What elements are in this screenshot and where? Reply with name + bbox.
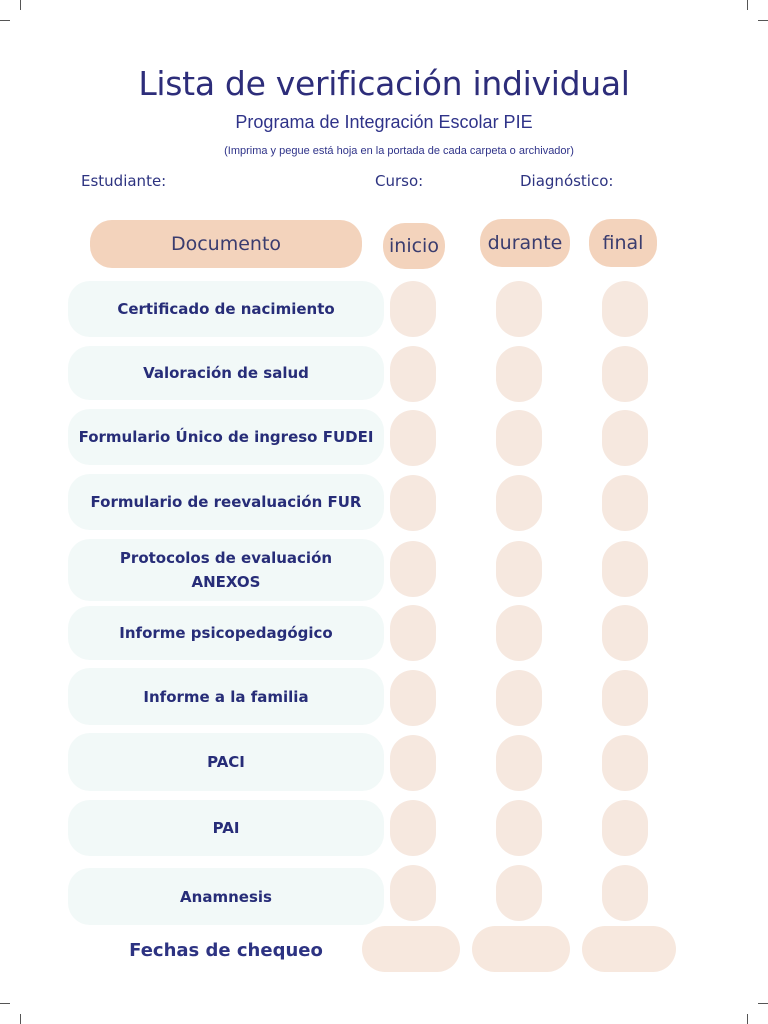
- document-row: [68, 346, 384, 400]
- date-field-during[interactable]: [472, 926, 570, 972]
- check-box-start[interactable]: [390, 346, 436, 402]
- document-label: Informe psicopedagógico: [119, 624, 333, 642]
- course-label: Curso:: [375, 172, 424, 190]
- document-label: PAI: [212, 819, 240, 837]
- check-box-end[interactable]: [602, 281, 648, 337]
- crop-mark: [20, 1014, 21, 1024]
- check-box-start[interactable]: [390, 800, 436, 856]
- check-box-end[interactable]: [602, 670, 648, 726]
- check-box-end[interactable]: [602, 410, 648, 466]
- document-label: Valoración de salud: [143, 364, 309, 382]
- document-row: [68, 800, 384, 856]
- page-title: Lista de verificación individual: [138, 64, 630, 103]
- document-label: PACI: [207, 753, 245, 771]
- check-box-during[interactable]: [496, 281, 542, 337]
- check-box-during[interactable]: [496, 800, 542, 856]
- check-box-end[interactable]: [602, 605, 648, 661]
- check-box-start[interactable]: [390, 865, 436, 921]
- crop-mark: [747, 0, 748, 10]
- date-field-end[interactable]: [582, 926, 676, 972]
- check-box-end[interactable]: [602, 735, 648, 791]
- document-label: Informe a la familia: [143, 687, 309, 706]
- header-document: Documento: [90, 220, 362, 268]
- print-note: (Imprima y pegue está hoja en la portada de cada carpeta o archivador): [224, 145, 574, 157]
- document-row: [68, 668, 384, 725]
- check-box-start[interactable]: [390, 541, 436, 597]
- document-row: [68, 281, 384, 337]
- student-label: Estudiante:: [81, 172, 167, 190]
- check-box-start[interactable]: [390, 281, 436, 337]
- document-label: Formulario Único de ingreso FUDEI: [78, 428, 374, 446]
- check-box-start[interactable]: [390, 475, 436, 531]
- check-box-during[interactable]: [496, 410, 542, 466]
- header-start: inicio: [383, 223, 445, 269]
- crop-mark: [758, 1003, 768, 1004]
- check-box-during[interactable]: [496, 865, 542, 921]
- check-box-during[interactable]: [496, 670, 542, 726]
- crop-mark: [758, 20, 768, 21]
- check-box-start[interactable]: [390, 670, 436, 726]
- document-row: [68, 474, 384, 530]
- document-row: [68, 733, 384, 791]
- check-box-during[interactable]: [496, 735, 542, 791]
- crop-mark: [0, 1003, 10, 1004]
- document-label: Anamnesis: [180, 887, 272, 906]
- date-field-start[interactable]: [362, 926, 460, 972]
- check-box-end[interactable]: [602, 865, 648, 921]
- diagnosis-label: Diagnóstico:: [520, 172, 614, 190]
- check-box-during[interactable]: [496, 541, 542, 597]
- document-label: Formulario de reevaluación FUR: [90, 493, 362, 511]
- check-box-during[interactable]: [496, 346, 542, 402]
- check-box-start[interactable]: [390, 410, 436, 466]
- header-during: durante: [480, 219, 570, 267]
- check-box-during[interactable]: [496, 475, 542, 531]
- check-dates-label: Fechas de chequeo: [129, 940, 323, 961]
- check-box-end[interactable]: [602, 475, 648, 531]
- document-row: [68, 868, 384, 925]
- document-label: Protocolos de evaluación ANEXOS: [119, 549, 333, 591]
- crop-mark: [0, 20, 10, 21]
- check-box-end[interactable]: [602, 346, 648, 402]
- crop-mark: [747, 1014, 748, 1024]
- document-row: [68, 606, 384, 660]
- check-box-end[interactable]: [602, 541, 648, 597]
- header-end: final: [589, 219, 657, 267]
- page-subtitle: Programa de Integración Escolar PIE: [235, 112, 533, 132]
- check-box-start[interactable]: [390, 735, 436, 791]
- check-box-during[interactable]: [496, 605, 542, 661]
- crop-mark: [20, 0, 21, 10]
- document-row: [68, 539, 384, 601]
- document-label: Certificado de nacimiento: [117, 300, 335, 318]
- check-box-end[interactable]: [602, 800, 648, 856]
- document-row: [68, 409, 384, 465]
- check-box-start[interactable]: [390, 605, 436, 661]
